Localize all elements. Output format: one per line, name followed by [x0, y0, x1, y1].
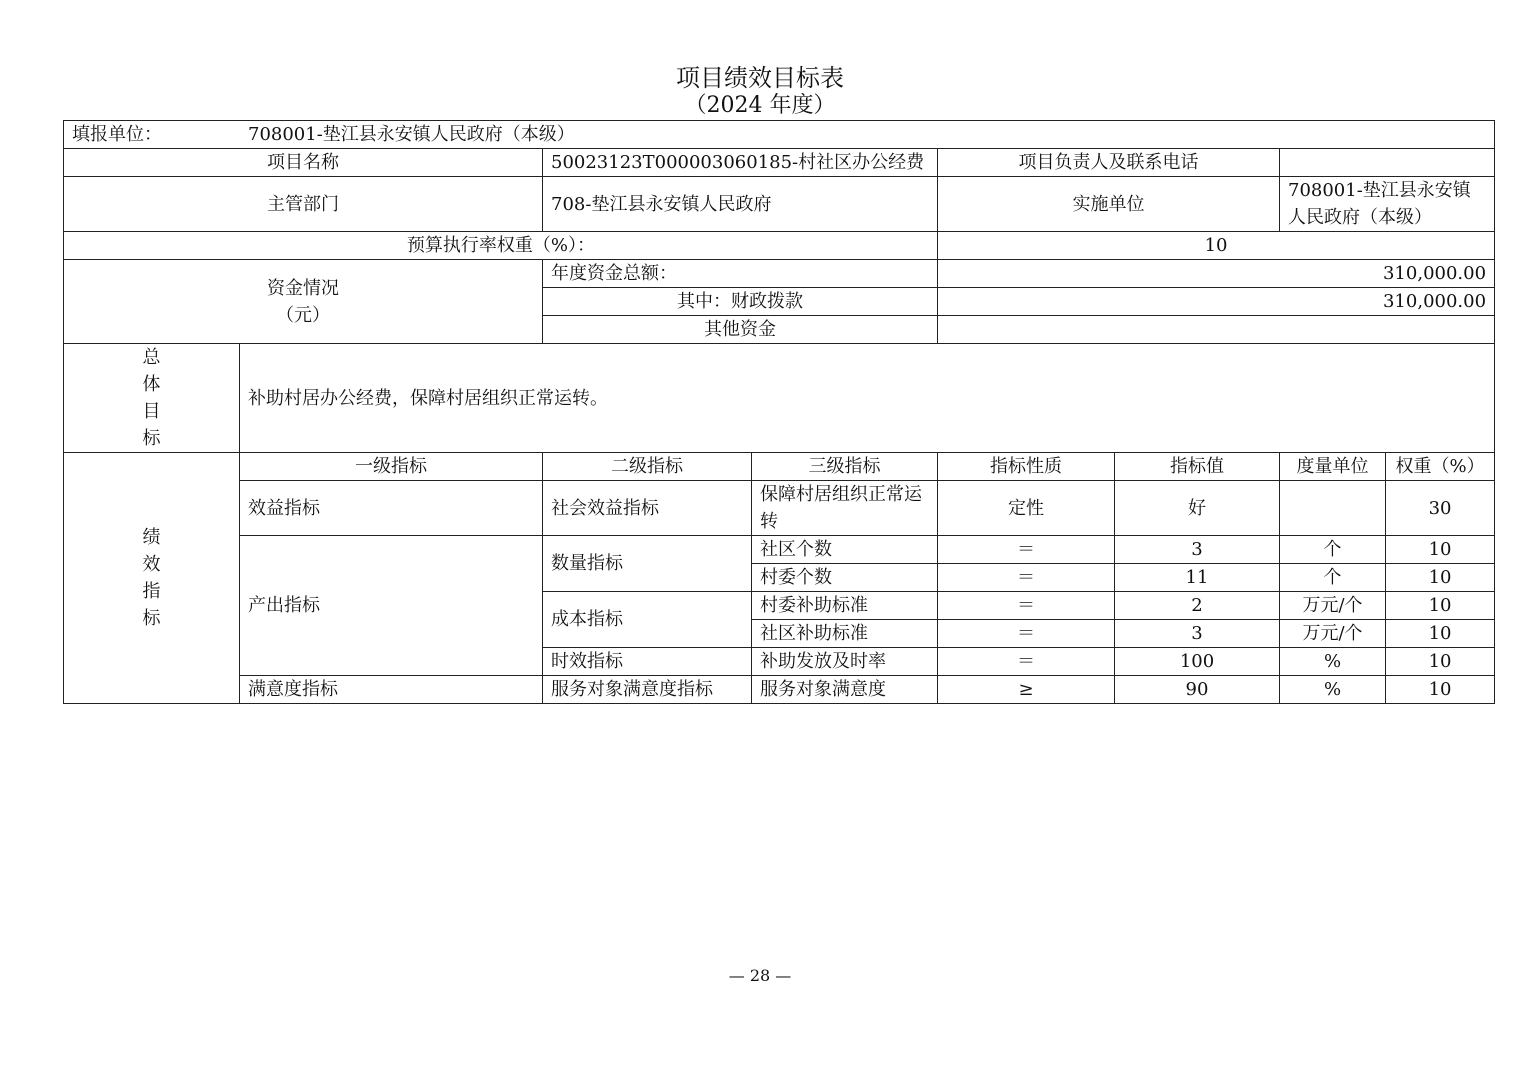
unit-label: 填报单位：: [72, 124, 162, 145]
cell-value: 好: [1115, 481, 1280, 536]
page-number: — 28 —: [728, 966, 792, 985]
cell-weight: 10: [1386, 592, 1495, 620]
header-nature: 指标性质: [938, 453, 1115, 481]
cell-value: 100: [1115, 648, 1280, 676]
cell-unit: [1280, 481, 1386, 536]
fund-unit: （元）: [276, 304, 330, 326]
cell-l1: 产出指标: [240, 536, 543, 676]
cell-unit: %: [1280, 648, 1386, 676]
cell-value: 11: [1115, 564, 1280, 592]
project-name-value: 50023123T000003060185-村社区办公经费: [543, 149, 938, 177]
cell-weight: 30: [1386, 481, 1495, 536]
fund-total-label: 年度资金总额：: [543, 260, 938, 288]
table-row: [64, 536, 1495, 564]
project-name-label: 项目名称: [64, 149, 543, 177]
unit-value: 708001-垫江县永安镇人民政府（本级）: [248, 124, 575, 145]
cell-value: 3: [1115, 620, 1280, 648]
cell-l2: 社会效益指标: [543, 481, 752, 536]
fund-other-value: [938, 316, 1495, 344]
cell-nature: ＝: [938, 648, 1115, 676]
goal-text: 补助村居办公经费，保障村居组织正常运转。: [240, 344, 1495, 453]
table-row: [64, 676, 1495, 704]
table-row: [64, 481, 1495, 536]
page-subtitle: （2024 年度）: [684, 93, 836, 118]
page-title: 项目绩效目标表: [676, 64, 844, 92]
header-l1: 一级指标: [240, 453, 543, 481]
cell-weight: 10: [1386, 564, 1495, 592]
cell-l1: 效益指标: [240, 481, 543, 536]
header-l3: 三级指标: [752, 453, 938, 481]
cell-weight: 10: [1386, 620, 1495, 648]
budget-rate-label: 预算执行率权重（%）：: [64, 232, 938, 260]
contact-value: [1280, 149, 1495, 177]
cell-l3: 补助发放及时率: [752, 648, 938, 676]
cell-nature: ＝: [938, 564, 1115, 592]
fund-fiscal-value: 310,000.00: [938, 288, 1495, 316]
cell-unit: 万元/个: [1280, 620, 1386, 648]
dept-value: 708-垫江县永安镇人民政府: [543, 177, 938, 232]
goal-label: 总 体 目 标: [64, 344, 240, 453]
contact-label: 项目负责人及联系电话: [938, 149, 1280, 177]
impl-value: 708001-垫江县永安镇人民政府（本级）: [1280, 177, 1495, 232]
cell-nature: ＝: [938, 536, 1115, 564]
cell-unit: 万元/个: [1280, 592, 1386, 620]
cell-l3: 社区个数: [752, 536, 938, 564]
fund-label: 资金情况: [267, 277, 339, 299]
cell-l3: 社区补助标准: [752, 620, 938, 648]
cell-l3: 保障村居组织正常运转: [752, 481, 938, 536]
cell-l3: 服务对象满意度: [752, 676, 938, 704]
cell-nature: ＝: [938, 592, 1115, 620]
cell-nature: ≥: [938, 676, 1115, 704]
header-weight: 权重（%）: [1386, 453, 1495, 481]
header-l2: 二级指标: [543, 453, 752, 481]
fund-total-value: 310,000.00: [938, 260, 1495, 288]
cell-l2: 数量指标: [543, 536, 752, 592]
header-unit: 度量单位: [1280, 453, 1386, 481]
cell-l3: 村委个数: [752, 564, 938, 592]
cell-value: 3: [1115, 536, 1280, 564]
cell-unit: 个: [1280, 564, 1386, 592]
cell-weight: 10: [1386, 536, 1495, 564]
budget-rate-value: 10: [938, 232, 1495, 260]
performance-target-table: [63, 120, 1495, 704]
fund-other-label: 其他资金: [543, 316, 938, 344]
cell-l2: 成本指标: [543, 592, 752, 648]
cell-unit: %: [1280, 676, 1386, 704]
cell-l2: 服务对象满意度指标: [543, 676, 752, 704]
cell-nature: 定性: [938, 481, 1115, 536]
header-value: 指标值: [1115, 453, 1280, 481]
cell-l3: 村委补助标准: [752, 592, 938, 620]
fund-label-cell: [64, 260, 543, 344]
unit-row: [64, 121, 1495, 149]
cell-unit: 个: [1280, 536, 1386, 564]
impl-label: 实施单位: [938, 177, 1280, 232]
perf-label: 绩 效 指 标: [64, 453, 240, 704]
cell-l1: 满意度指标: [240, 676, 543, 704]
cell-value: 90: [1115, 676, 1280, 704]
cell-nature: ＝: [938, 620, 1115, 648]
dept-label: 主管部门: [64, 177, 543, 232]
cell-l2: 时效指标: [543, 648, 752, 676]
fund-fiscal-label: 其中：财政拨款: [543, 288, 938, 316]
cell-value: 2: [1115, 592, 1280, 620]
cell-weight: 10: [1386, 648, 1495, 676]
cell-weight: 10: [1386, 676, 1495, 704]
